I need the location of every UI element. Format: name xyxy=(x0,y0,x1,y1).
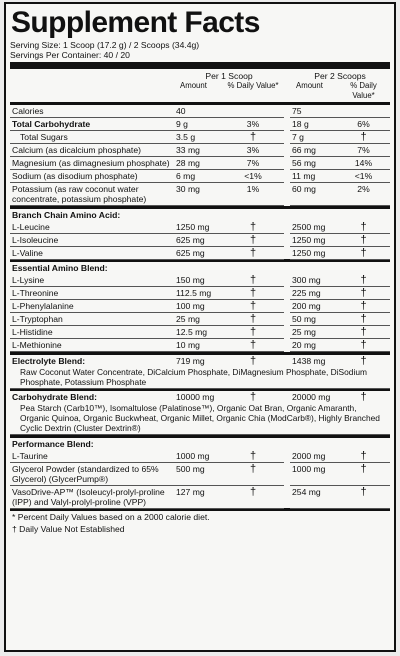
amount-per-2-scoops: 11 mg xyxy=(290,170,337,183)
footnote: * Percent Daily Values based on a 2000 calorie diet. xyxy=(12,512,210,522)
daily-value-per-2-scoops: † xyxy=(337,233,390,246)
daily-value-per-1-scoop: † xyxy=(222,339,284,352)
daily-value-per-2-scoops: 2% xyxy=(337,183,390,206)
daily-value-per-1-scoop: <1% xyxy=(222,170,284,183)
amount-per-2-scoops: 56 mg xyxy=(290,157,337,170)
amount-per-2-scoops: 2000 mg xyxy=(290,450,337,463)
amount-per-2-scoops: 50 mg xyxy=(290,313,337,326)
header-daily-value: % Daily Value* xyxy=(227,81,279,90)
nutrient-name: Potassium (as raw coconut water concentrate, potassium phosphate) xyxy=(10,183,174,206)
daily-value-per-2-scoops: † xyxy=(360,354,367,367)
header-per-2-scoops: Per 2 Scoops xyxy=(314,71,366,81)
amount-per-2-scoops: 254 mg xyxy=(290,485,337,508)
nutrient-name: L-Phenylalanine xyxy=(10,300,174,313)
nutrient-name: L-Taurine xyxy=(10,450,174,463)
daily-value-per-1-scoop: † xyxy=(249,354,257,367)
nutrient-row xyxy=(10,144,390,157)
amount-per-2-scoops: 1250 mg xyxy=(290,233,337,246)
header-daily-value: % Daily Value* xyxy=(350,81,377,100)
nutrient-name: L-Valine xyxy=(10,246,174,259)
amount-per-2-scoops: 225 mg xyxy=(290,287,337,300)
section-title: Performance Blend: xyxy=(12,438,94,449)
daily-value-per-2-scoops: † xyxy=(337,221,390,234)
nutrient-row xyxy=(10,105,390,118)
nutrient-name: Magnesium (as dimagnesium phosphate) xyxy=(10,157,174,170)
nutrient-name: L-Methionine xyxy=(10,339,174,352)
amount-per-2-scoops: 20 mg xyxy=(290,339,337,352)
section-electrolyte xyxy=(10,355,390,367)
daily-value-per-2-scoops: † xyxy=(337,246,390,259)
blend-ingredients: Pea Starch (Carb10™), Isomaltulose (Palatinose™), Organic Oat Bran, Organic Amaranth, Organic Quinoa, Organic Buckwheat, Organic Millet, Organic Chia (ModCarb®), Highly Branched Cyclic Dextrin (Cluster Dextrin®) xyxy=(10,403,390,435)
daily-value-per-1-scoop: † xyxy=(222,450,284,463)
daily-value-per-2-scoops: 7% xyxy=(337,144,390,157)
nutrient-row xyxy=(10,450,390,463)
blend-ingredients-row xyxy=(10,367,390,389)
servings-per-container: Servings Per Container: 40 / 20 xyxy=(10,50,130,60)
nutrient-row xyxy=(10,246,390,259)
daily-value-per-1-scoop: † xyxy=(249,391,257,403)
nutrient-name: L-Isoleucine xyxy=(10,233,174,246)
section-title: Essential Amino Blend: xyxy=(12,263,108,273)
amount-per-1-scoop: 1000 mg xyxy=(174,450,222,463)
amount-per-1-scoop: 30 mg xyxy=(174,183,222,206)
daily-value-per-1-scoop: † xyxy=(222,274,284,287)
daily-value-per-2-scoops: † xyxy=(337,274,390,287)
amount-per-2-scoops: 200 mg xyxy=(290,300,337,313)
nutrient-row xyxy=(10,462,390,485)
nutrient-name: L-Leucine xyxy=(10,221,174,234)
nutrient-name: VasoDrive-AP™ (Isoleucyl-prolyl-proline (IPP) and Valyl-prolyl-proline (VPP) xyxy=(10,485,174,508)
daily-value-per-2-scoops: † xyxy=(337,485,390,508)
header-per-1-scoop: Per 1 Scoop xyxy=(205,71,253,81)
amount-per-1-scoop: 500 mg xyxy=(174,462,222,485)
amount-per-1-scoop: 28 mg xyxy=(174,157,222,170)
nutrient-name: Total Sugars xyxy=(10,131,174,144)
nutrient-row xyxy=(10,287,390,300)
amount-per-1-scoop: 40 xyxy=(174,105,222,118)
amount-per-2-scoops: 7 g xyxy=(290,131,337,144)
amount-per-1-scoop: 127 mg xyxy=(174,485,222,508)
daily-value-per-2-scoops: † xyxy=(337,450,390,463)
serving-size: Serving Size: 1 Scoop (17.2 g) / 2 Scoops (34.4g) xyxy=(10,40,200,50)
amount-per-1-scoop: 625 mg xyxy=(174,233,222,246)
amount-per-1-scoop: 10000 mg xyxy=(176,392,215,402)
daily-value-per-1-scoop: † xyxy=(222,462,284,485)
footnote-row xyxy=(10,523,390,535)
nutrient-name: L-Tryptophan xyxy=(10,313,174,326)
amount-per-1-scoop: 33 mg xyxy=(174,144,222,157)
section-bcaa xyxy=(10,209,390,221)
supplement-facts-panel xyxy=(4,2,396,652)
nutrient-name: Calcium (as dicalcium phosphate) xyxy=(10,144,174,157)
blend-title: Carbohydrate Blend: xyxy=(12,392,97,402)
nutrient-row xyxy=(10,157,390,170)
amount-per-2-scoops: 1438 mg xyxy=(292,355,326,366)
nutrient-row xyxy=(10,118,390,131)
daily-value-per-2-scoops: † xyxy=(337,131,390,144)
daily-value-per-2-scoops: † xyxy=(360,391,367,403)
daily-value-per-2-scoops: † xyxy=(337,287,390,300)
nutrient-row xyxy=(10,221,390,234)
daily-value-per-1-scoop: † xyxy=(222,485,284,508)
nutrient-row xyxy=(10,274,390,287)
nutrient-name: Total Carbohydrate xyxy=(10,118,174,131)
header-amount: Amount xyxy=(180,81,207,90)
amount-per-1-scoop: 1250 mg xyxy=(174,221,222,234)
amount-per-2-scoops: 1000 mg xyxy=(290,462,337,485)
section-title: Branch Chain Amino Acid: xyxy=(12,209,121,220)
nutrient-row xyxy=(10,233,390,246)
blend-title: Electrolyte Blend: xyxy=(12,355,86,366)
amount-per-1-scoop: 10 mg xyxy=(174,339,222,352)
amount-per-2-scoops: 18 g xyxy=(290,118,337,131)
panel-title: Supplement Facts xyxy=(11,6,260,39)
daily-value-per-1-scoop: † xyxy=(222,326,284,339)
daily-value-per-2-scoops xyxy=(337,105,390,118)
daily-value-per-2-scoops: <1% xyxy=(337,170,390,183)
header-empty xyxy=(10,81,174,102)
footnote: † Daily Value Not Established xyxy=(12,524,125,534)
daily-value-per-1-scoop: 3% xyxy=(222,144,284,157)
amount-per-1-scoop: 25 mg xyxy=(174,313,222,326)
nutrient-name: L-Histidine xyxy=(10,326,174,339)
amount-per-2-scoops: 75 xyxy=(290,105,337,118)
daily-value-per-1-scoop: † xyxy=(222,131,284,144)
daily-value-per-2-scoops: † xyxy=(337,462,390,485)
amount-per-1-scoop: 100 mg xyxy=(174,300,222,313)
nutrient-name: Sodium (as disodium phosphate) xyxy=(10,170,174,183)
nutrient-name: L-Lysine xyxy=(10,274,174,287)
nutrient-name: Glycerol Powder (standardized to 65% Glycerol) (GlycerPump®) xyxy=(10,462,174,485)
nutrient-row xyxy=(10,485,390,508)
blend-ingredients-row xyxy=(10,403,390,435)
daily-value-per-2-scoops: 6% xyxy=(337,118,390,131)
daily-value-per-1-scoop: † xyxy=(222,221,284,234)
daily-value-per-2-scoops: 14% xyxy=(337,157,390,170)
nutrient-row xyxy=(10,131,390,144)
facts-table xyxy=(10,69,390,535)
daily-value-per-2-scoops: † xyxy=(337,313,390,326)
amount-per-2-scoops: 2500 mg xyxy=(290,221,337,234)
daily-value-per-1-scoop: † xyxy=(222,246,284,259)
daily-value-per-1-scoop: 3% xyxy=(222,118,284,131)
amount-per-1-scoop: 3.5 g xyxy=(174,131,222,144)
header-amount: Amount xyxy=(296,81,323,90)
amount-per-2-scoops: 300 mg xyxy=(290,274,337,287)
amount-per-2-scoops: 20000 mg xyxy=(292,392,331,402)
daily-value-per-2-scoops: † xyxy=(337,326,390,339)
nutrient-row xyxy=(10,313,390,326)
amount-per-1-scoop: 112.5 mg xyxy=(174,287,222,300)
nutrient-row xyxy=(10,339,390,352)
footnote-row xyxy=(10,511,390,523)
amount-per-1-scoop: 6 mg xyxy=(174,170,222,183)
amount-per-1-scoop: 150 mg xyxy=(174,274,222,287)
column-subheader-row xyxy=(10,81,390,102)
divider-thick xyxy=(10,62,390,69)
daily-value-per-1-scoop xyxy=(222,105,284,118)
amount-per-1-scoop: 719 mg xyxy=(176,355,205,366)
daily-value-per-1-scoop: † xyxy=(222,313,284,326)
column-header-row xyxy=(10,69,390,81)
nutrient-row xyxy=(10,183,390,206)
daily-value-per-1-scoop: † xyxy=(222,233,284,246)
daily-value-per-1-scoop: † xyxy=(222,287,284,300)
section-essential-amino xyxy=(10,262,390,274)
blend-ingredients: Raw Coconut Water Concentrate, DiCalcium Phosphate, DiMagnesium Phosphate, DiSodium Phosphate, Potassium Phosphate xyxy=(10,367,390,389)
nutrient-row xyxy=(10,300,390,313)
nutrient-row xyxy=(10,170,390,183)
amount-per-1-scoop: 625 mg xyxy=(174,246,222,259)
daily-value-per-1-scoop: † xyxy=(222,300,284,313)
daily-value-per-1-scoop: 1% xyxy=(222,183,284,206)
amount-per-2-scoops: 25 mg xyxy=(290,326,337,339)
nutrient-name: Calories xyxy=(10,105,174,118)
amount-per-2-scoops: 60 mg xyxy=(290,183,337,206)
amount-per-1-scoop: 12.5 mg xyxy=(174,326,222,339)
section-performance xyxy=(10,438,390,450)
amount-per-1-scoop: 9 g xyxy=(174,118,222,131)
section-carbohydrate xyxy=(10,391,390,403)
nutrient-name: L-Threonine xyxy=(10,287,174,300)
amount-per-2-scoops: 1250 mg xyxy=(290,246,337,259)
daily-value-per-1-scoop: 7% xyxy=(222,157,284,170)
daily-value-per-2-scoops: † xyxy=(337,339,390,352)
header-empty xyxy=(10,69,174,81)
daily-value-per-2-scoops: † xyxy=(337,300,390,313)
amount-per-2-scoops: 66 mg xyxy=(290,144,337,157)
nutrient-row xyxy=(10,326,390,339)
